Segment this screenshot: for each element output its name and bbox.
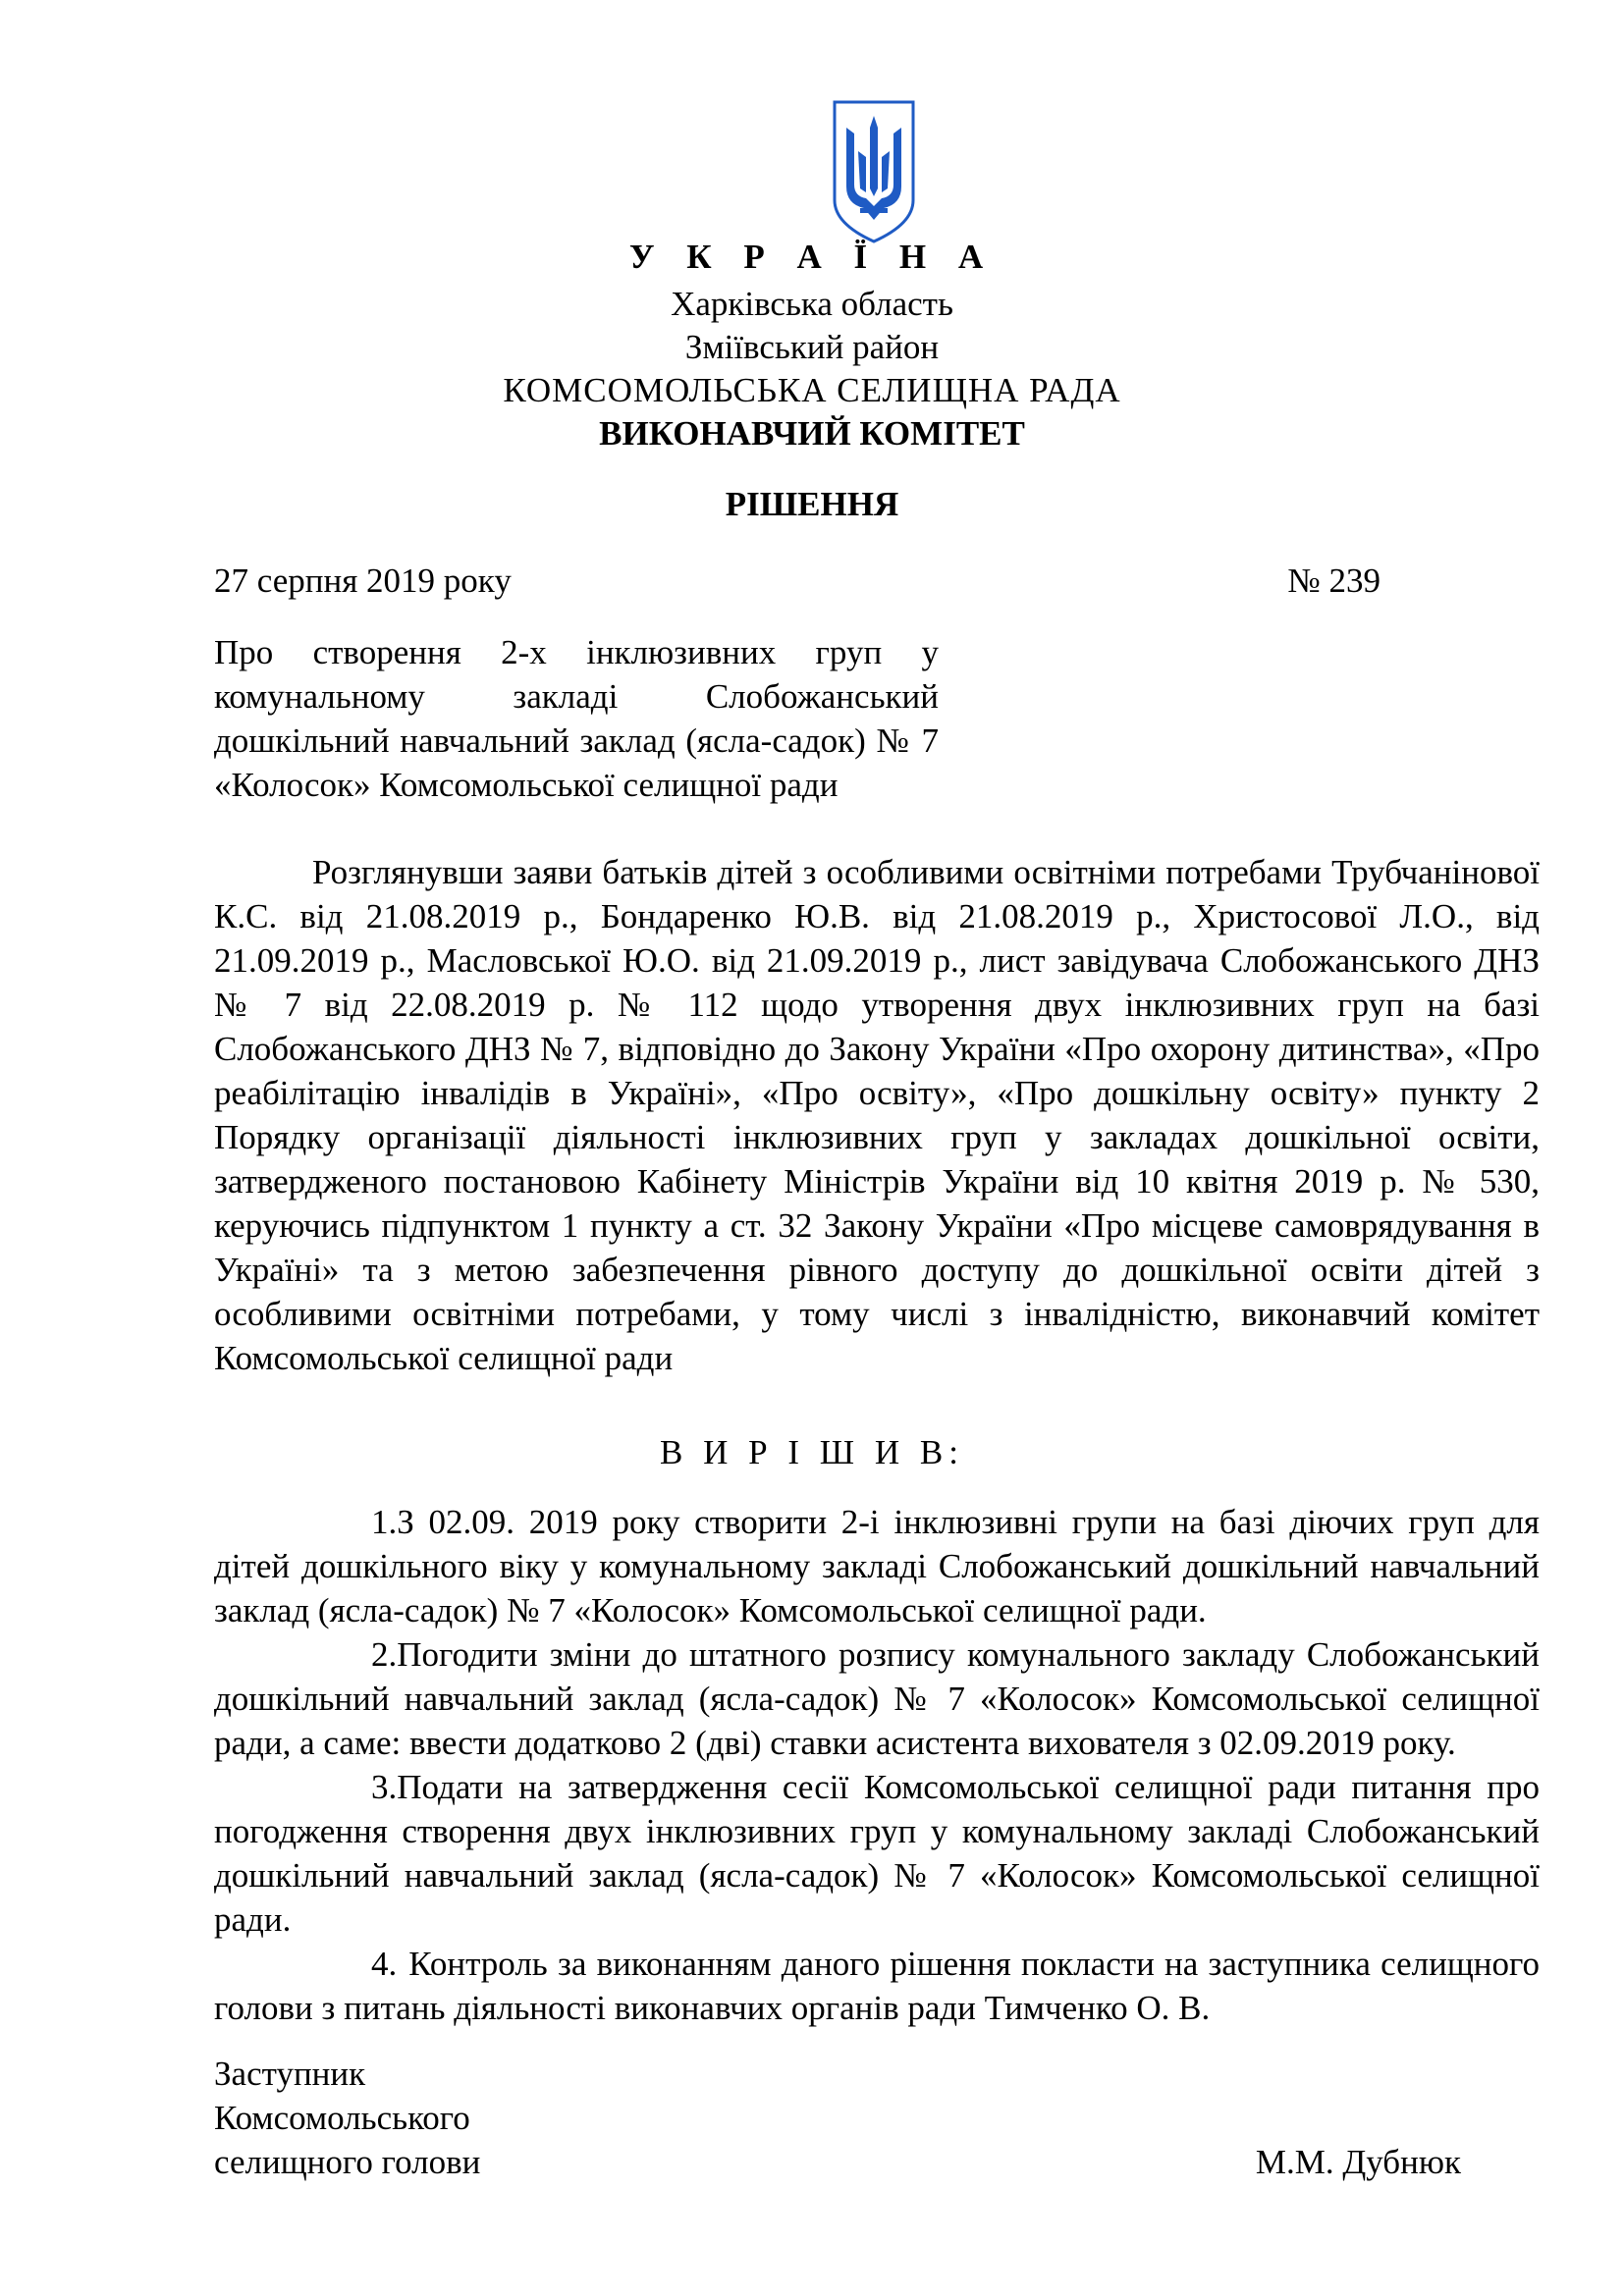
date-number-row (214, 560, 1380, 603)
decision-item-4 (214, 1942, 1540, 2030)
signer-position-line-3: селищного голови (214, 2143, 481, 2181)
decision-items (214, 1500, 1540, 2030)
trident-emblem-icon (831, 98, 917, 245)
decision-item-2 (214, 1632, 1540, 1765)
item-text: Контроль за виконанням даного рішення покласти на заступника селищного голови з питань діяльності виконавчих органів ради Тимченко О. В. (214, 1945, 1540, 2027)
council-line: КОМСОМОЛЬСЬКА СЕЛИЩНА РАДА (503, 371, 1121, 409)
item-number: 3. (371, 1768, 398, 1806)
signer-position-line-2: Комсомольського (214, 2099, 470, 2137)
item-text: Погодити зміни до штатного розпису комунального закладу Слобожанський дошкільний навчальний заклад (ясла-садок) № 7 «Колосок» Комсомольської селищної ради, а саме: ввести додатково 2 (дві) ставки асистента вихователя з 02.09.2019 року. (214, 1635, 1540, 1762)
region-line: Харківська область (671, 285, 953, 323)
item-number: 1. (371, 1503, 398, 1541)
decision-item-3 (214, 1765, 1540, 1942)
item-number: 4. (371, 1945, 398, 1983)
decision-number: № 239 (1287, 561, 1380, 600)
preamble-paragraph: Розглянувши заяви батьків дітей з особливими освітніми потребами Трубчанінової К.С. від 21.08.2019 р., Бондаренко Ю.В. від 21.08.2019 р., Христосової Л.О., від 21.09.2019 р., Масловської Ю.О. від 21.09.2019 р., лист завідувача Слобожанського ДНЗ № 7 від 22.08.2019 р. № 112 щодо утворення двух інклюзивних груп на базі Слобожанського ДНЗ № 7, відповідно до Закону України «Про охорону дитинства», «Про реабілітацію інвалідів в Україні», «Про освіту», «Про дошкільну освіту» пункту 2 Порядку організації діяльності інклюзивних груп у закладах дошкільної освіти, затвердженого постановою Кабінету Міністрів України від 10 квітня 2019 р. № 530, керуючись підпунктом 1 пункту а ст. 32 Закону України «Про місцеве самоврядування в Україні» та з метою забезпечення рівного доступу до дошкільної освіти дітей з особливими освітніми потребами, у тому числі з інвалідністю, виконавчий комітет Комсомольської селищної ради (214, 853, 1540, 1377)
decision-title: РІШЕННЯ (725, 485, 899, 523)
signature-block (214, 2052, 1461, 2184)
committee-line: ВИКОНАВЧИЙ КОМІТЕТ (599, 414, 1025, 453)
decision-subject: Про створення 2-х інклюзивних груп у комунальному закладі Слобожанський дошкільний навчальний заклад (ясла-садок) № 7 «Колосок» Комсомольської селищної ради (214, 633, 939, 804)
district-line: Зміївський район (684, 328, 940, 366)
item-text: Подати на затвердження сесії Комсомольської селищної ради питання про погодження створення двух інклюзивних груп у комунальному закладі Слобожанський дошкільний навчальний заклад (ясла-садок) № 7 «Колосок» Комсомольської селищної ради. (214, 1768, 1540, 1939)
country-heading: У К Р А Ї Н А (628, 238, 996, 276)
item-number: 2. (371, 1635, 398, 1674)
signer-name: М.М. Дубнюк (1255, 2143, 1461, 2181)
signer-position-line-1: Заступник (214, 2055, 366, 2093)
decision-date: 27 серпня 2019 року (214, 561, 512, 600)
resolve-heading: В И Р І Ш И В: (660, 1433, 964, 1471)
item-text: З 02.09. 2019 року створити 2-і інклюзивні групи на базі діючих груп для дітей дошкільного віку у комунальному закладі Слобожанський дошкільний навчальний заклад (ясла-садок) № 7 «Колосок» Комсомольської селищної ради. (214, 1503, 1540, 1629)
decision-item-1 (214, 1500, 1540, 1632)
